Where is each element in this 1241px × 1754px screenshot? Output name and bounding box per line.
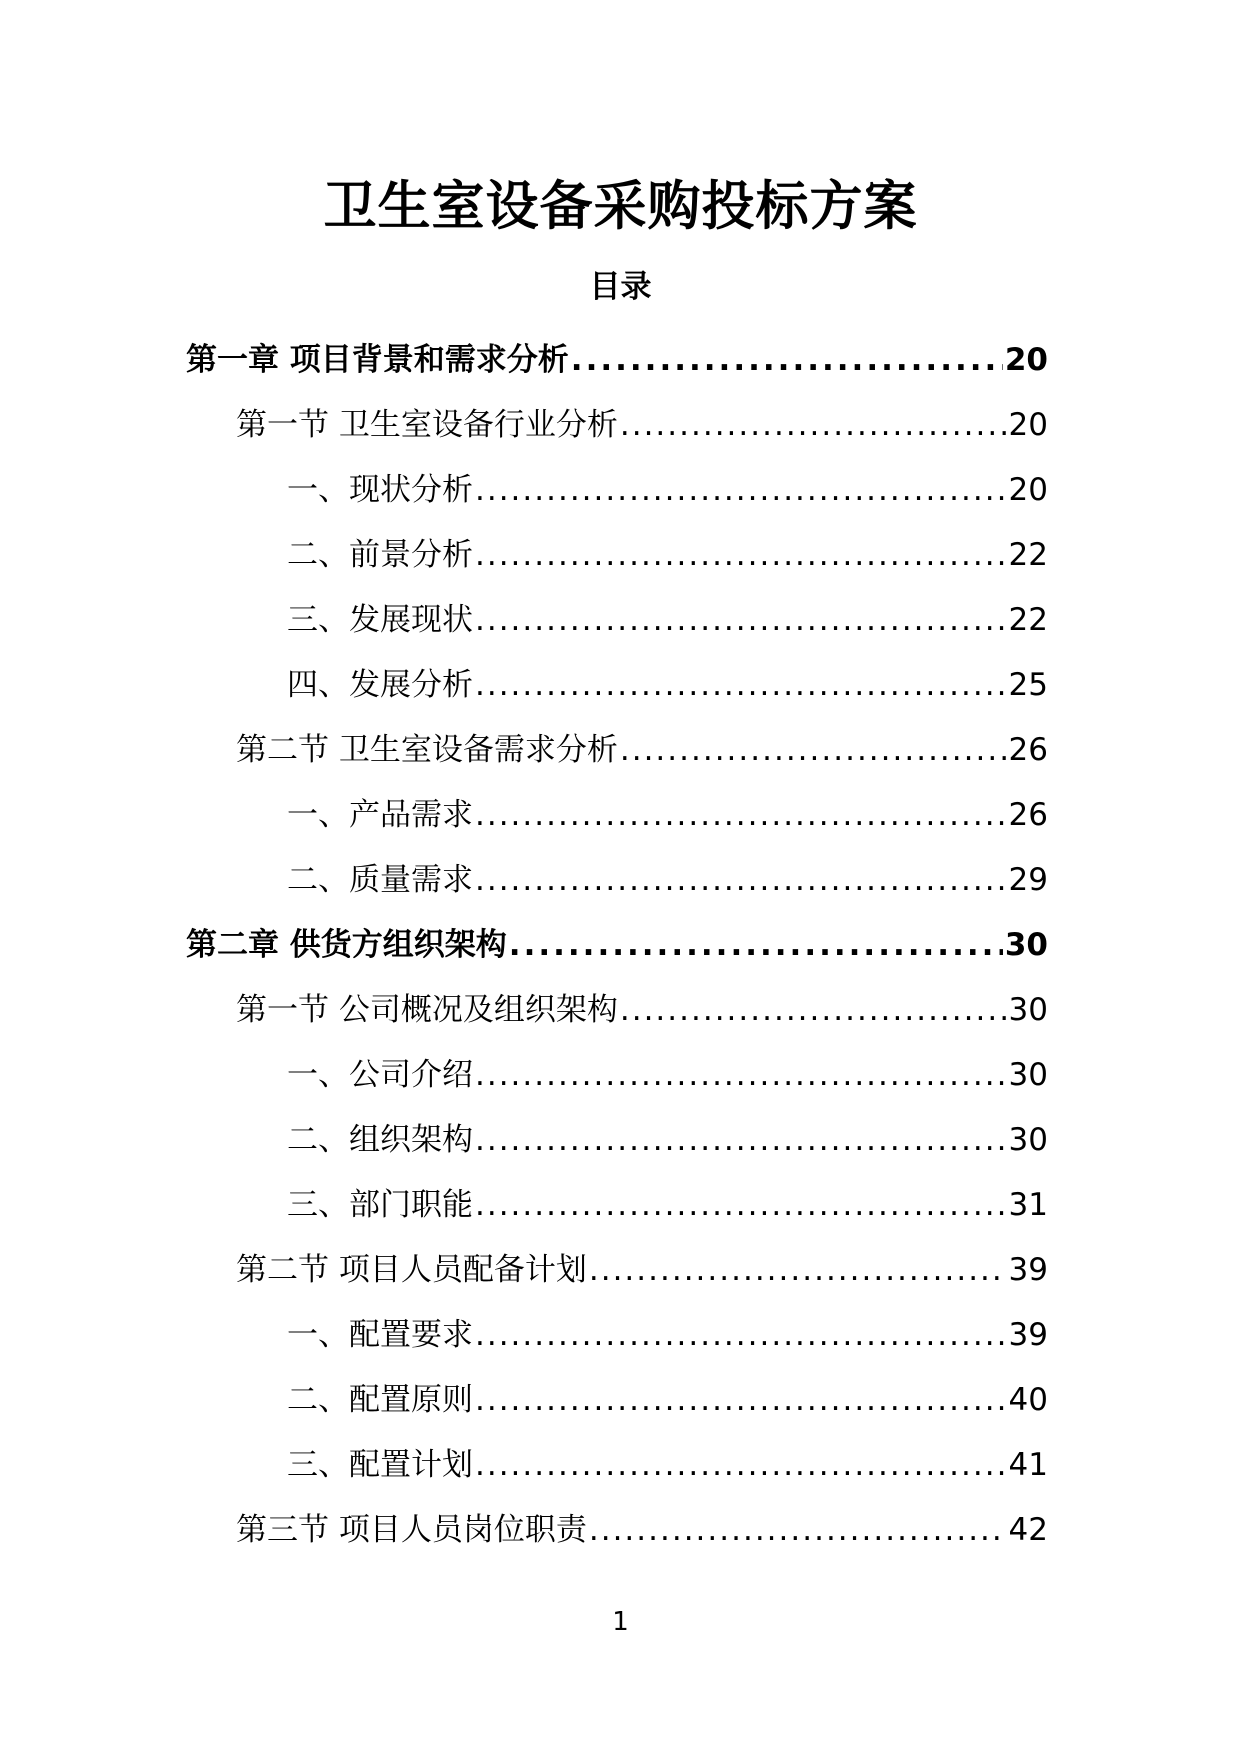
toc-entry[interactable] (0, 782, 1241, 847)
toc-entry[interactable] (0, 587, 1241, 652)
toc-entry-label: 第二节 项目人员配备计划 (236, 1251, 587, 1288)
toc-dot-leader (589, 1250, 1007, 1290)
toc-entry[interactable] (0, 912, 1241, 977)
toc-entry-label: 二、配置原则 (287, 1381, 473, 1418)
toc-entry-label: 第一节 卫生室设备行业分析 (236, 406, 618, 443)
toc-entry[interactable] (0, 1497, 1241, 1562)
toc-entry-label: 四、发展分析 (287, 666, 473, 703)
toc-entry-page: 42 (1008, 1511, 1048, 1548)
toc-dot-leader (475, 1185, 1007, 1225)
toc-entry-page: 26 (1008, 731, 1048, 768)
toc-dot-leader (475, 600, 1007, 640)
toc-entry[interactable] (0, 847, 1241, 912)
toc-entry-label: 一、现状分析 (287, 471, 473, 508)
toc-dot-leader (475, 860, 1007, 900)
toc-entry-page: 29 (1008, 861, 1048, 898)
toc-entry-label: 三、部门职能 (287, 1186, 473, 1223)
toc-dot-leader (620, 990, 1007, 1030)
toc-dot-leader (475, 535, 1007, 575)
toc-entry[interactable] (0, 457, 1241, 522)
toc-dot-leader (475, 470, 1007, 510)
toc-entry-label: 第二章 供货方组织架构 (186, 926, 507, 963)
toc-entry-page: 30 (1008, 1056, 1048, 1093)
toc-dot-leader (475, 795, 1007, 835)
toc-entry-label: 二、质量需求 (287, 861, 473, 898)
toc-entry-page: 30 (1008, 1121, 1048, 1158)
table-of-contents (0, 327, 1241, 1562)
toc-entry-page: 20 (1008, 406, 1048, 443)
toc-entry[interactable] (0, 652, 1241, 717)
toc-dot-leader (475, 1315, 1007, 1355)
toc-entry-label: 一、配置要求 (287, 1316, 473, 1353)
toc-entry-label: 一、公司介绍 (287, 1056, 473, 1093)
toc-entry-page: 39 (1008, 1251, 1048, 1288)
toc-entry-label: 第二节 卫生室设备需求分析 (236, 731, 618, 768)
toc-entry[interactable] (0, 1042, 1241, 1107)
toc-entry-page: 30 (1004, 926, 1048, 963)
toc-entry-page: 22 (1008, 536, 1048, 573)
toc-entry[interactable] (0, 522, 1241, 587)
toc-entry[interactable] (0, 1367, 1241, 1432)
toc-dot-leader (475, 665, 1007, 705)
toc-entry-label: 一、产品需求 (287, 796, 473, 833)
toc-entry-page: 30 (1008, 991, 1048, 1028)
toc-entry-page: 25 (1008, 666, 1048, 703)
toc-dot-leader (620, 730, 1007, 770)
toc-dot-leader (475, 1120, 1007, 1160)
toc-entry-label: 二、前景分析 (287, 536, 473, 573)
toc-entry-label: 第一节 公司概况及组织架构 (236, 991, 618, 1028)
toc-entry[interactable] (0, 1237, 1241, 1302)
toc-entry-page: 20 (1004, 341, 1048, 378)
toc-entry[interactable] (0, 1107, 1241, 1172)
toc-dot-leader (475, 1055, 1007, 1095)
page-number: 1 (612, 1607, 629, 1637)
toc-dot-leader (475, 1445, 1007, 1485)
toc-dot-leader (475, 1380, 1007, 1420)
toc-entry-label: 二、组织架构 (287, 1121, 473, 1158)
toc-entry-page: 26 (1008, 796, 1048, 833)
toc-entry-label: 三、发展现状 (287, 601, 473, 638)
document-title: 卫生室设备采购投标方案 (323, 176, 918, 237)
toc-entry[interactable] (0, 1432, 1241, 1497)
toc-entry-page: 40 (1008, 1381, 1048, 1418)
toc-dot-leader (571, 340, 1003, 380)
toc-entry[interactable] (0, 327, 1241, 392)
toc-entry-label: 第三节 项目人员岗位职责 (236, 1511, 587, 1548)
toc-entry[interactable] (0, 717, 1241, 782)
toc-dot-leader (589, 1510, 1007, 1550)
toc-dot-leader (509, 925, 1003, 965)
toc-entry-label: 第一章 项目背景和需求分析 (186, 341, 569, 378)
toc-entry[interactable] (0, 977, 1241, 1042)
toc-entry-label: 三、配置计划 (287, 1446, 473, 1483)
toc-entry-page: 31 (1008, 1186, 1048, 1223)
toc-entry[interactable] (0, 1302, 1241, 1367)
toc-entry[interactable] (0, 392, 1241, 457)
toc-entry-page: 41 (1008, 1446, 1048, 1483)
toc-entry-page: 22 (1008, 601, 1048, 638)
toc-heading: 目录 (589, 269, 652, 305)
toc-entry-page: 39 (1008, 1316, 1048, 1353)
toc-entry-page: 20 (1008, 471, 1048, 508)
toc-entry[interactable] (0, 1172, 1241, 1237)
toc-dot-leader (620, 405, 1007, 445)
